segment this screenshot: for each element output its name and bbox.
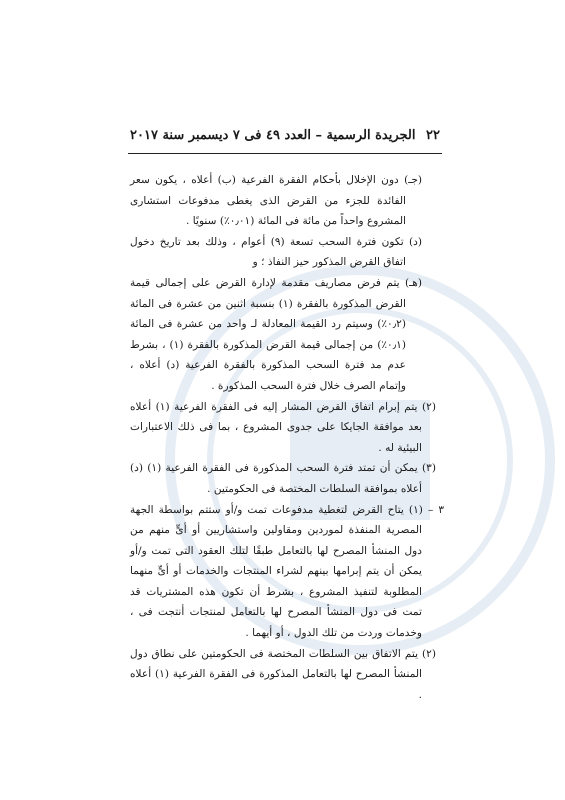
header-divider — [128, 153, 442, 154]
document-body — [130, 170, 444, 705]
page-number: ٢٢ — [426, 128, 440, 143]
clause-3: (٣) يمكن أن تمتد فترة السحب المذكورة فى الفقرة الفرعية (١) (د) أعلاه بموافقة السلطات المختصة فى الحكومتين . — [130, 462, 437, 495]
clause-2: (٢) يتم إبرام اتفاق القرض المشار إليه فى الفقرة الفرعية (١) أعلاه بعد موافقة الجايكا على جدوى المشروع ، بما فى ذلك الاعتبارات البيئية له . — [130, 400, 436, 454]
article-3-clause-2: (٢) يتم الاتفاق بين السلطات المختصة فى الحكومتين على نطاق دول المنشأ المصرح لها بالتعامل المذكورة فى الفقرة الفرعية (١) أعلاه . — [130, 647, 436, 701]
article-3-clause-1: ٣ – (١) يتاح القرض لتغطية مدفوعات تمت و/أو ستتم بواسطة الجهة المصرية المنفذة لموردين ومقاولين واستشاريين أو أىٍّ منهم من دول المنشأ المصرح لها بالتعامل طبقًا لتلك العقود التى تمت و/أو يمكن أن يتم إبرامها بينهم لشراء المنتجات والخدمات أو أىٍّ منهما المطلوبة لتنفيذ المشروع ، بشرط أن تكون هذه المشتريات قد تمت فى دول المنشأ المصرح لها بالتعامل لمنتجات أنتجت فى ، وخدمات وردت من تلك الدول ، أو أيهما . — [130, 503, 445, 640]
clause-j: (جـ) دون الإخلال بأحكام الفقرة الفرعية (ب) أعلاه ، يكون سعر الفائدة للجزء من القرض الذى يغطى مدفوعات استشارى المشروع واحداً من مائة فى المائة (٠٫٠١٪) سنويًا . — [130, 174, 422, 228]
clause-d: (د) تكون فترة السحب تسعة (٩) أعوام ، وذلك بعد تاريخ دخول اتفاق القرض المذكور حيز النفاذ ؛ و — [130, 235, 422, 269]
clause-h: (هـ) يتم فرض مصاريف مقدمة لإدارة القرض على إجمالى قيمة القرض المذكورة بالفقرة (١) بنسبة اثنين من عشرة فى المائة (٠٫٢٪) وسيتم رد القيمة المعادلة لـ واحد من عشرة فى المائة (٠٫١٪) من إجمالى قيمة القرض المذكورة بالفقرة (١) ، بشرط عدم مد فترة السحب المذكورة بالفقرة الفرعية (د) أعلاه ، وإتمام الصرف خلال فترة السحب المذكورة . — [130, 276, 422, 392]
page-header — [130, 128, 440, 143]
publication-title: الجريدة الرسمية – العدد ٤٩ فى ٧ ديسمبر سنة ٢٠١٧ — [130, 128, 416, 143]
